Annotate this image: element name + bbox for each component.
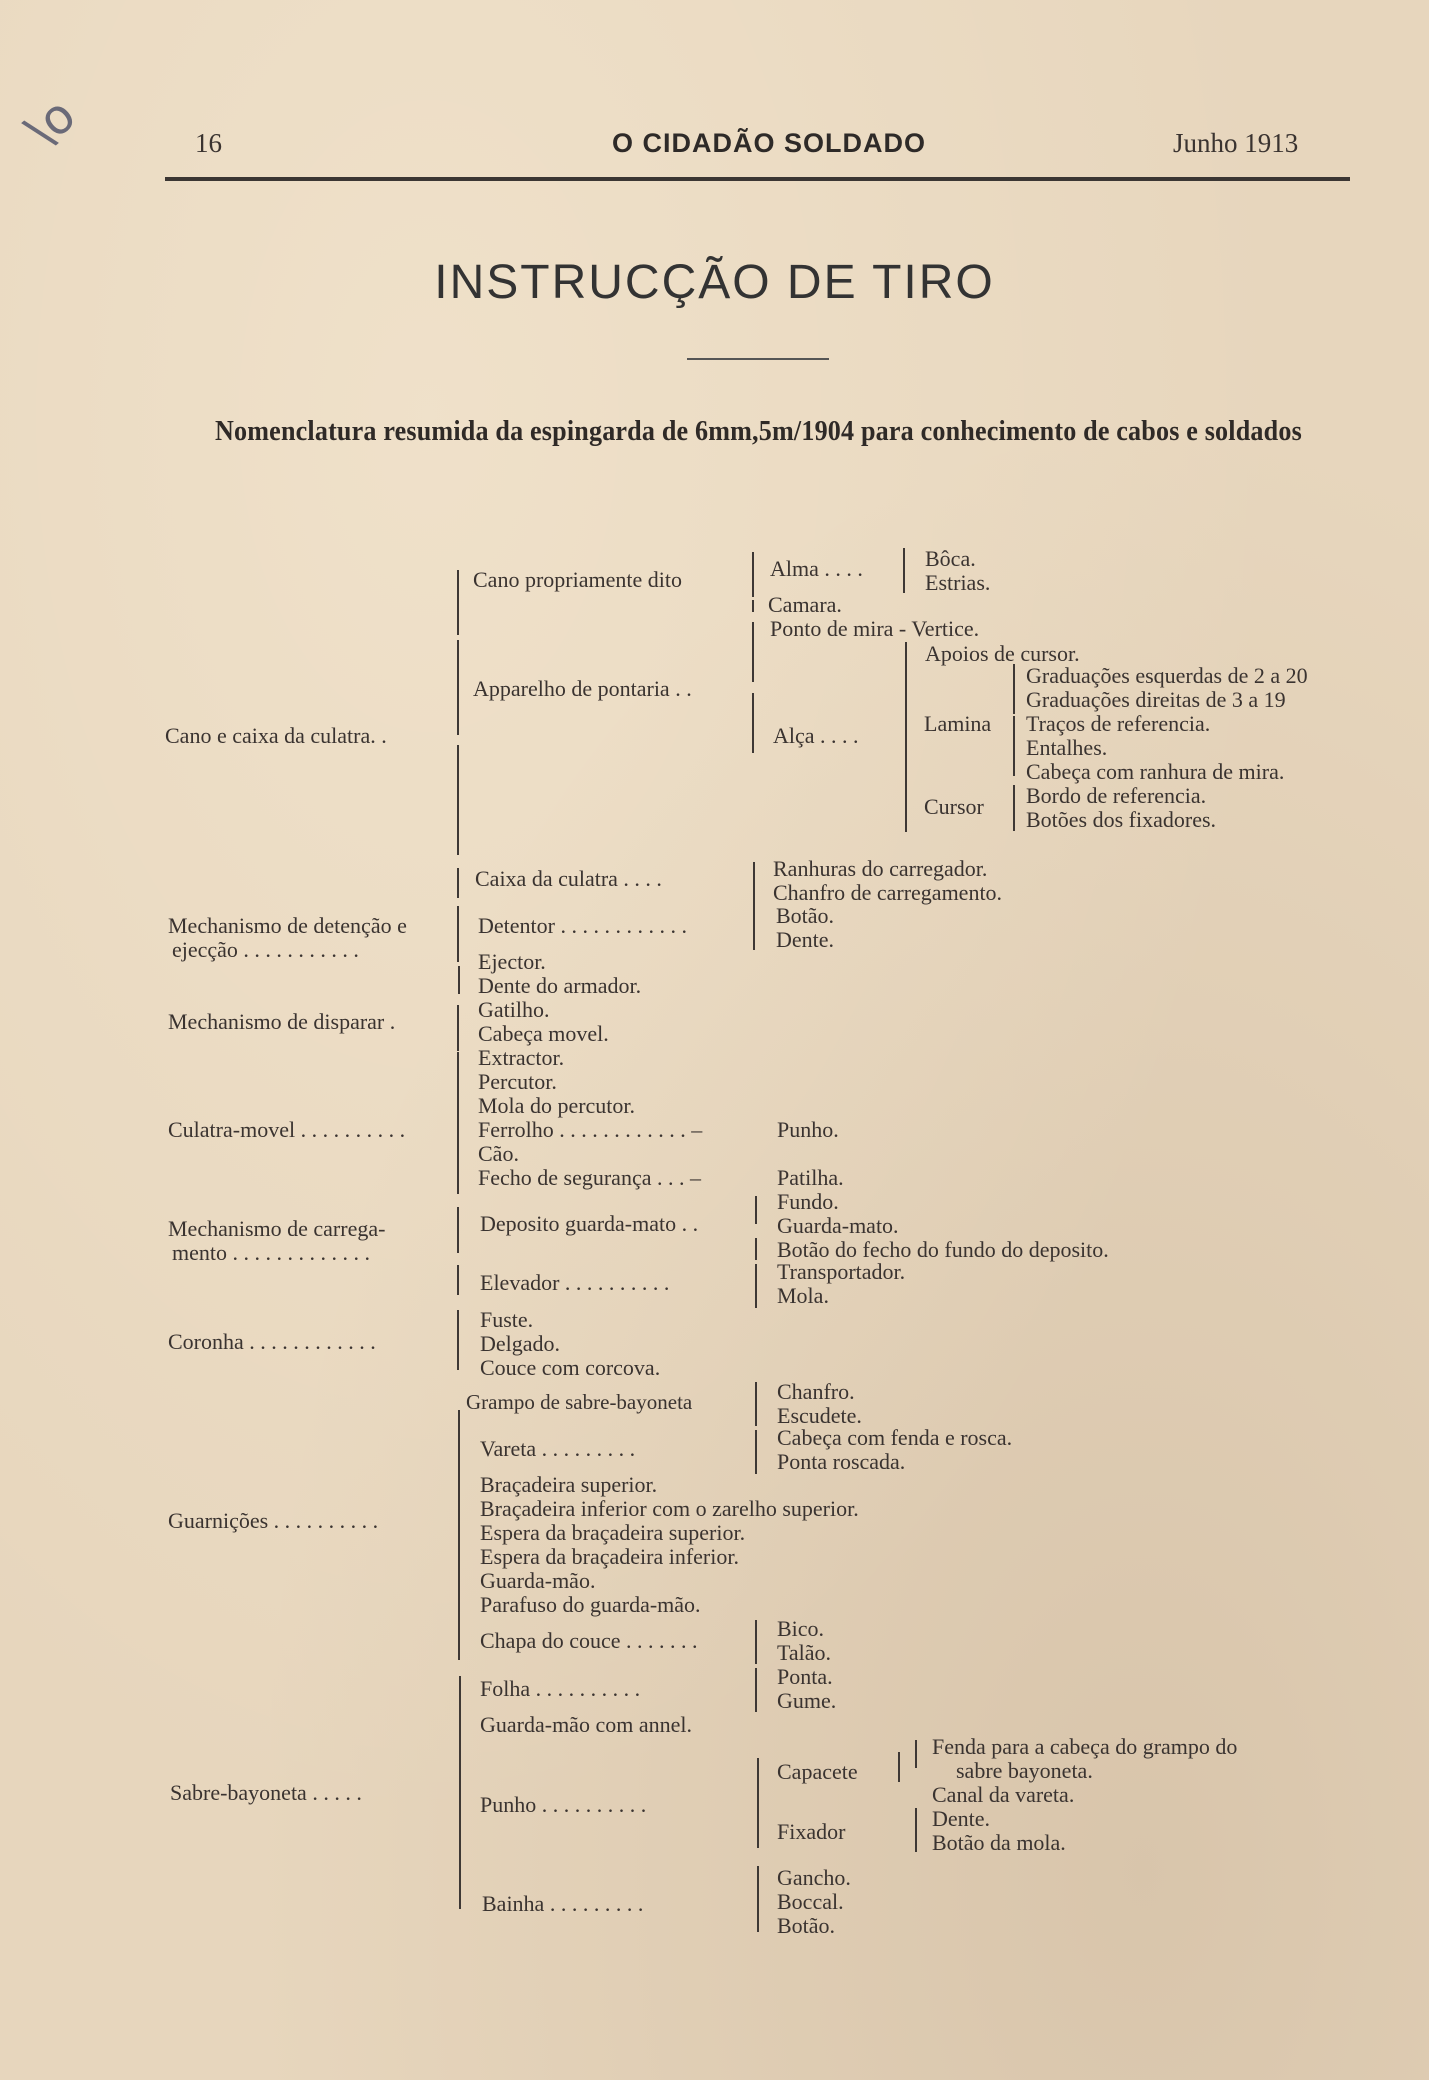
brace-line — [757, 1866, 759, 1932]
entry-label: Mechanismo de detenção e — [168, 913, 407, 938]
brace-line — [457, 1310, 459, 1370]
entry-label: ejecção . . . . . . . . . . . — [172, 937, 359, 962]
entry-label: Espera da braçadeira superior. — [480, 1520, 746, 1545]
entry-label: Escudete. — [777, 1403, 862, 1428]
brace-line — [457, 906, 459, 962]
brace-line — [755, 1264, 757, 1308]
brace-line — [757, 1758, 759, 1848]
entry-label: Cão. — [478, 1141, 519, 1166]
entry-label: Boccal. — [777, 1889, 844, 1914]
entry-label: Couce com corcova. — [480, 1355, 661, 1380]
entry-label: Guarnições . . . . . . . . . . — [168, 1508, 379, 1533]
brace-line — [457, 1265, 459, 1295]
entry-label: Botão do fecho do fundo do deposito. — [777, 1237, 1109, 1262]
brace-line — [752, 693, 754, 753]
entry-label: Ejector. — [478, 949, 546, 974]
entry-label: Fixador — [777, 1819, 846, 1844]
brace-line — [898, 1752, 900, 1782]
entry-label: Chapa do couce . . . . . . . — [480, 1628, 698, 1653]
entry-label: Vareta . . . . . . . . . — [480, 1436, 636, 1461]
entry-label: Bico. — [777, 1616, 825, 1641]
entry-label: Cabeça com ranhura de mira. — [1026, 759, 1285, 784]
entry-label: Detentor . . . . . . . . . . . . — [478, 913, 687, 938]
brace-line — [457, 1005, 459, 1051]
entry-label: Traços de referencia. — [1026, 711, 1211, 736]
entry-label: Cabeça com fenda e rosca. — [777, 1425, 1013, 1450]
brace-line — [457, 570, 459, 635]
entry-label: Elevador . . . . . . . . . . — [480, 1270, 670, 1295]
entry-label: Guarda-mato. — [777, 1213, 899, 1238]
brace-line — [1013, 785, 1015, 831]
brace-line — [755, 1238, 757, 1260]
entry-label: Gancho. — [777, 1865, 851, 1890]
entry-label: Botão da mola. — [932, 1830, 1066, 1855]
issue-date: Junho 1913 — [1173, 128, 1299, 158]
entry-label: Percutor. — [478, 1069, 557, 1094]
title-rule — [687, 358, 829, 360]
entry-label: Bainha . . . . . . . . . — [482, 1891, 644, 1916]
brace-line — [457, 1052, 459, 1194]
entry-label: Grampo de sabre-bayoneta — [466, 1390, 693, 1414]
entry-label: sabre bayoneta. — [956, 1758, 1093, 1783]
entry-label: Mola. — [777, 1283, 829, 1308]
brace-line — [755, 1620, 757, 1664]
brace-line — [755, 1430, 757, 1474]
entry-label: Ferrolho . . . . . . . . . . . . – — [478, 1117, 703, 1142]
entry-label: Braçadeira inferior com o zarelho superior. — [480, 1496, 859, 1521]
entry-label: Guarda-mão. — [480, 1568, 596, 1593]
entry-label: Apparelho de pontaria . . — [473, 676, 692, 701]
entry-label: Chanfro. — [777, 1379, 855, 1404]
entry-label: mento . . . . . . . . . . . . . — [172, 1240, 370, 1265]
entry-label: Caixa da culatra . . . . — [475, 866, 662, 891]
entry-label: Apoios de cursor. — [925, 641, 1080, 666]
brace-line — [755, 1196, 757, 1224]
entry-label: Estrias. — [925, 570, 991, 595]
brace-line — [755, 1668, 757, 1712]
brace-line — [1013, 664, 1015, 714]
entry-label: Lamina — [924, 711, 992, 736]
brace-line — [457, 745, 459, 855]
entry-label: Entalhes. — [1026, 735, 1108, 760]
entry-label: Fenda para a cabeça do grampo do — [932, 1734, 1238, 1759]
entry-label: Sabre-bayoneta . . . . . — [170, 1780, 362, 1805]
brace-line — [458, 1410, 460, 1660]
entry-label: Talão. — [777, 1640, 832, 1665]
brace-line — [915, 1740, 917, 1768]
entry-label: Guarda-mão com annel. — [480, 1712, 692, 1737]
entry-label: Mola do percutor. — [478, 1093, 636, 1118]
brace-line — [915, 1808, 917, 1852]
brace-line — [752, 600, 754, 612]
brace-line — [752, 552, 754, 597]
entry-label: Braçadeira superior. — [480, 1472, 658, 1497]
entry-label: Punho. — [777, 1117, 839, 1142]
entry-label: Gatilho. — [478, 997, 550, 1022]
brace-line — [905, 642, 907, 832]
entry-label: Alma . . . . — [770, 556, 863, 581]
page-title: INSTRUCÇÃO DE TIRO — [434, 256, 995, 309]
entry-label: Patilha. — [777, 1165, 844, 1190]
entry-label: Cano propriamente dito — [473, 567, 682, 592]
entry-label: Delgado. — [480, 1331, 561, 1356]
page-number: 16 — [195, 128, 222, 158]
entry-label: Fundo. — [777, 1189, 839, 1214]
publication-name: O CIDADÃO SOLDADO — [612, 128, 926, 158]
brace-line — [753, 862, 755, 906]
entry-label: Deposito guarda-mato . . — [480, 1211, 699, 1236]
entry-label: Punho . . . . . . . . . . — [480, 1792, 647, 1817]
entry-label: Chanfro de carregamento. — [773, 880, 1003, 905]
brace-line — [903, 548, 905, 593]
brace-line — [457, 868, 459, 898]
entry-label: Graduações esquerdas de 2 a 20 — [1026, 663, 1308, 688]
entry-label: Canal da vareta. — [932, 1782, 1075, 1807]
entry-label: Dente. — [776, 927, 835, 952]
entry-label: Mechanismo de disparar . — [168, 1009, 396, 1034]
entry-label: Graduações direitas de 3 a 19 — [1026, 687, 1286, 712]
handwritten-mark: \o — [15, 86, 87, 160]
entry-label: Ponta. — [777, 1664, 833, 1689]
entry-label: Fecho de segurança . . . – — [478, 1165, 701, 1190]
entry-label: Camara. — [768, 592, 842, 617]
brace-line — [755, 1382, 757, 1426]
entry-label: Ranhuras do carregador. — [773, 856, 988, 881]
brace-line — [752, 622, 754, 682]
entry-label: Mechanismo de carrega- — [168, 1216, 386, 1241]
entry-label: Ponta roscada. — [777, 1449, 906, 1474]
entry-label: Cursor — [924, 794, 984, 819]
entry-label: Dente do armador. — [478, 973, 642, 998]
entry-label: Espera da braçadeira inferior. — [480, 1544, 739, 1569]
entry-label: Culatra-movel . . . . . . . . . . — [168, 1117, 406, 1142]
page-subtitle: Nomenclatura resumida da espingarda de 6mm,5m/1904 para conhecimento de cabos e soldados — [215, 415, 1302, 447]
entry-label: Gume. — [777, 1688, 837, 1713]
entry-label: Capacete — [777, 1759, 858, 1784]
entry-label: Cano e caixa da culatra. . — [165, 723, 387, 748]
brace-line — [753, 906, 755, 950]
entry-label: Folha . . . . . . . . . . — [480, 1676, 641, 1701]
brace-line — [457, 640, 459, 735]
brace-line — [459, 1676, 461, 1909]
entry-label: Ponto de mira - Vertice. — [770, 616, 980, 641]
entry-label: Extractor. — [478, 1045, 565, 1070]
brace-line — [457, 1207, 459, 1253]
entry-label: Bordo de referencia. — [1026, 783, 1207, 808]
entry-label: Cabeça movel. — [478, 1021, 609, 1046]
header-rule — [165, 177, 1350, 181]
entry-label: Coronha . . . . . . . . . . . . — [168, 1329, 376, 1354]
entry-label: Alça . . . . — [773, 723, 859, 748]
entry-label: Dente. — [932, 1806, 991, 1831]
entry-label: Botão. — [777, 1913, 836, 1938]
entry-label: Botão. — [776, 903, 835, 928]
brace-line — [458, 966, 460, 994]
brace-line — [1013, 716, 1015, 776]
entry-label: Bôca. — [925, 546, 976, 571]
entry-label: Parafuso do guarda-mão. — [480, 1592, 701, 1617]
entry-label: Botões dos fixadores. — [1026, 807, 1217, 832]
entry-label: Transportador. — [777, 1259, 906, 1284]
entry-label: Fuste. — [480, 1307, 534, 1332]
